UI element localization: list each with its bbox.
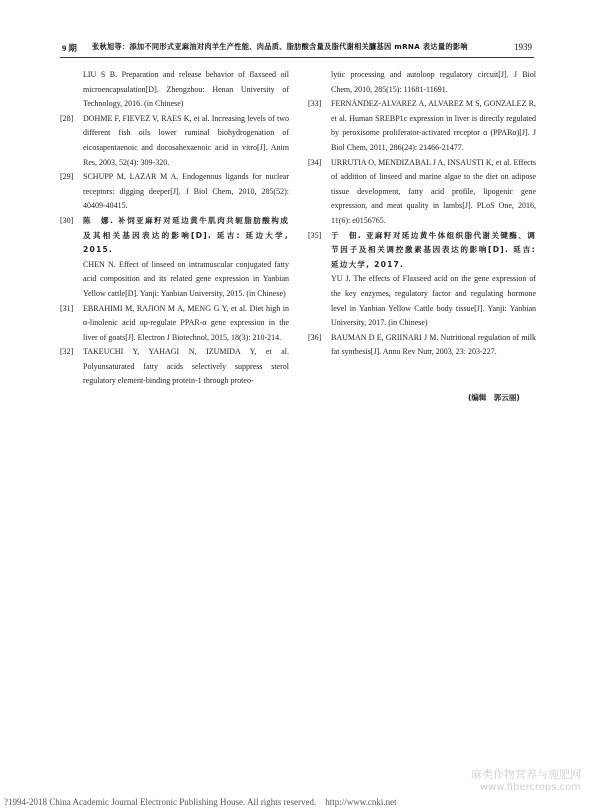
reference-continuation: LIU S B. Preparation and release behavior of flaxseed oil microencapsulation[D]. Zhengzhou: Henan University of Technology, 2016. (in Chinese) <box>83 70 289 109</box>
header-rule <box>60 57 534 58</box>
page-number: 1939 <box>514 42 532 52</box>
issue-label: 9 期 <box>62 43 77 53</box>
reference-number: [34] <box>308 157 322 167</box>
reference-continuation: lytic processing and autoloop regulatory circuit[J]. J Biol Chem, 2010, 285(15): 11681-11691. <box>331 70 536 94</box>
reference-number: [30] <box>60 215 74 225</box>
reference-32 <box>60 345 289 389</box>
reference-text: DOHME F, FIEVEZ V, RAES K, et al. Increasing levels of two different fish oils lower ruminal biohydrogenation of eicosapentaenoic and docosahexaenoic acid in vitro[J]. Anim Res, 2003, 52(4): 309-320. <box>83 113 289 167</box>
reference-text: FERNÁNDEZ-ALVAREZ A, ALVAREZ M S, GONZALEZ R, et al. Human SREBP1c expression in liver is directly regulated by peroxisome proliferator-activated receptor α (PPARα)[J]. J Biol Chem, 2011, 286(24): 21466-21477. <box>331 99 536 152</box>
reference-number: [36] <box>308 332 322 342</box>
running-title: 张秋旭等：添加不同形式亚麻油对肉羊生产性能、肉品质、脂肪酸含量及脂代谢相关臁基因 mRNA 表达量的影响 <box>92 42 468 51</box>
reference-number: [28] <box>60 113 74 123</box>
running-header <box>62 42 532 54</box>
reference-text: SCHUPP M, LAZAR M A. Endogenous ligands for nuclear receptors: digging deeper[J]. J Biol Chem, 2010, 285(52): 40409-40415. <box>83 172 289 211</box>
reference-number: [35] <box>308 230 322 240</box>
references-right-column <box>308 68 536 360</box>
reference-text: YU J. The effects of Flaxseed acid on the gene expression of the key enzymes, regulatory factor and regulating hormone level in Yanbian Yellow Cattle body tissue[J]. Yanji: Yanbian University, 2017. (in Chinese) <box>331 274 536 328</box>
reference-35 <box>308 229 536 331</box>
reference-text-chinese: 陈 娜. 补饲亚麻籽对延边黄牛肌肉共轭脂肪酸构成及其相关基因表达的影响[D]. 延吉: 延边大学, 2015. <box>83 215 289 255</box>
editor-credit: (编辑 郭云丽) <box>468 393 520 402</box>
reference-31 <box>60 302 289 346</box>
reference-36 <box>308 331 536 360</box>
reference-28 <box>60 112 289 170</box>
reference-number: [31] <box>60 303 74 313</box>
reference-30 <box>60 214 289 302</box>
watermark-title: 麻类作物营养与施肥网 <box>471 768 581 781</box>
copyright-footer: ?1994-2018 China Academic Journal Electronic Publishing House. All rights reserved. http://www.cnki.net <box>4 797 397 807</box>
references-left-column <box>60 68 289 389</box>
reference-text-chinese: 于 佃. 亚麻籽对延边黄牛体组织脂代谢关键酶、调节因子及相关调控激素基因表达的影响[D]. 延吉: 延边大学, 2017. <box>331 230 536 269</box>
reference-text: TAKEUCHI Y, YAHAGI N, IZUMIDA Y, et al. Polyunsaturated fatty acids selectively suppress sterol regulatory element-binding protein-1 through proteo- <box>83 347 289 386</box>
reference-text: EBRAHIMI M, RAJION M A, MENG G Y, et al. Diet high in α-linolenic acid up-regulate PPAR-α gene expression in the liver of goats[J]. Electron J Biotechnol, 2015, 18(3): 210-214. <box>83 303 289 342</box>
reference-29 <box>60 170 289 214</box>
watermark-url: www.fibercrops.com <box>479 782 581 793</box>
reference-33 <box>308 97 536 155</box>
reference-number: [29] <box>60 172 74 182</box>
reference-text: CHEN N. Effect of linseed on intramuscular conjugated fatty acid composition and its related gene expression in Yanbian Yellow cattle[D]. Yanji: Yanbian University, 2015. (in Chinese) <box>83 259 289 298</box>
site-watermark <box>431 768 581 794</box>
reference-number: [33] <box>308 99 322 109</box>
reference-number: [32] <box>60 347 74 357</box>
reference-text: URRUTIA O, MENDIZABAL J A, INSAUSTI K, et al. Effects of addition of linseed and marine algae to the diet on adipose tissue development, fatty acid profile, lipogenic gene expression, and meat quality in lambs[J]. PLoS One, 2016, 11(6): e0156765. <box>331 157 536 225</box>
reference-text: BAUMAN D E, GRIINARI J M. Nutritional regulation of milk fat synthesis[J]. Annu Rev Nutr, 2003, 23: 203-227. <box>331 332 536 357</box>
reference-34 <box>308 156 536 229</box>
